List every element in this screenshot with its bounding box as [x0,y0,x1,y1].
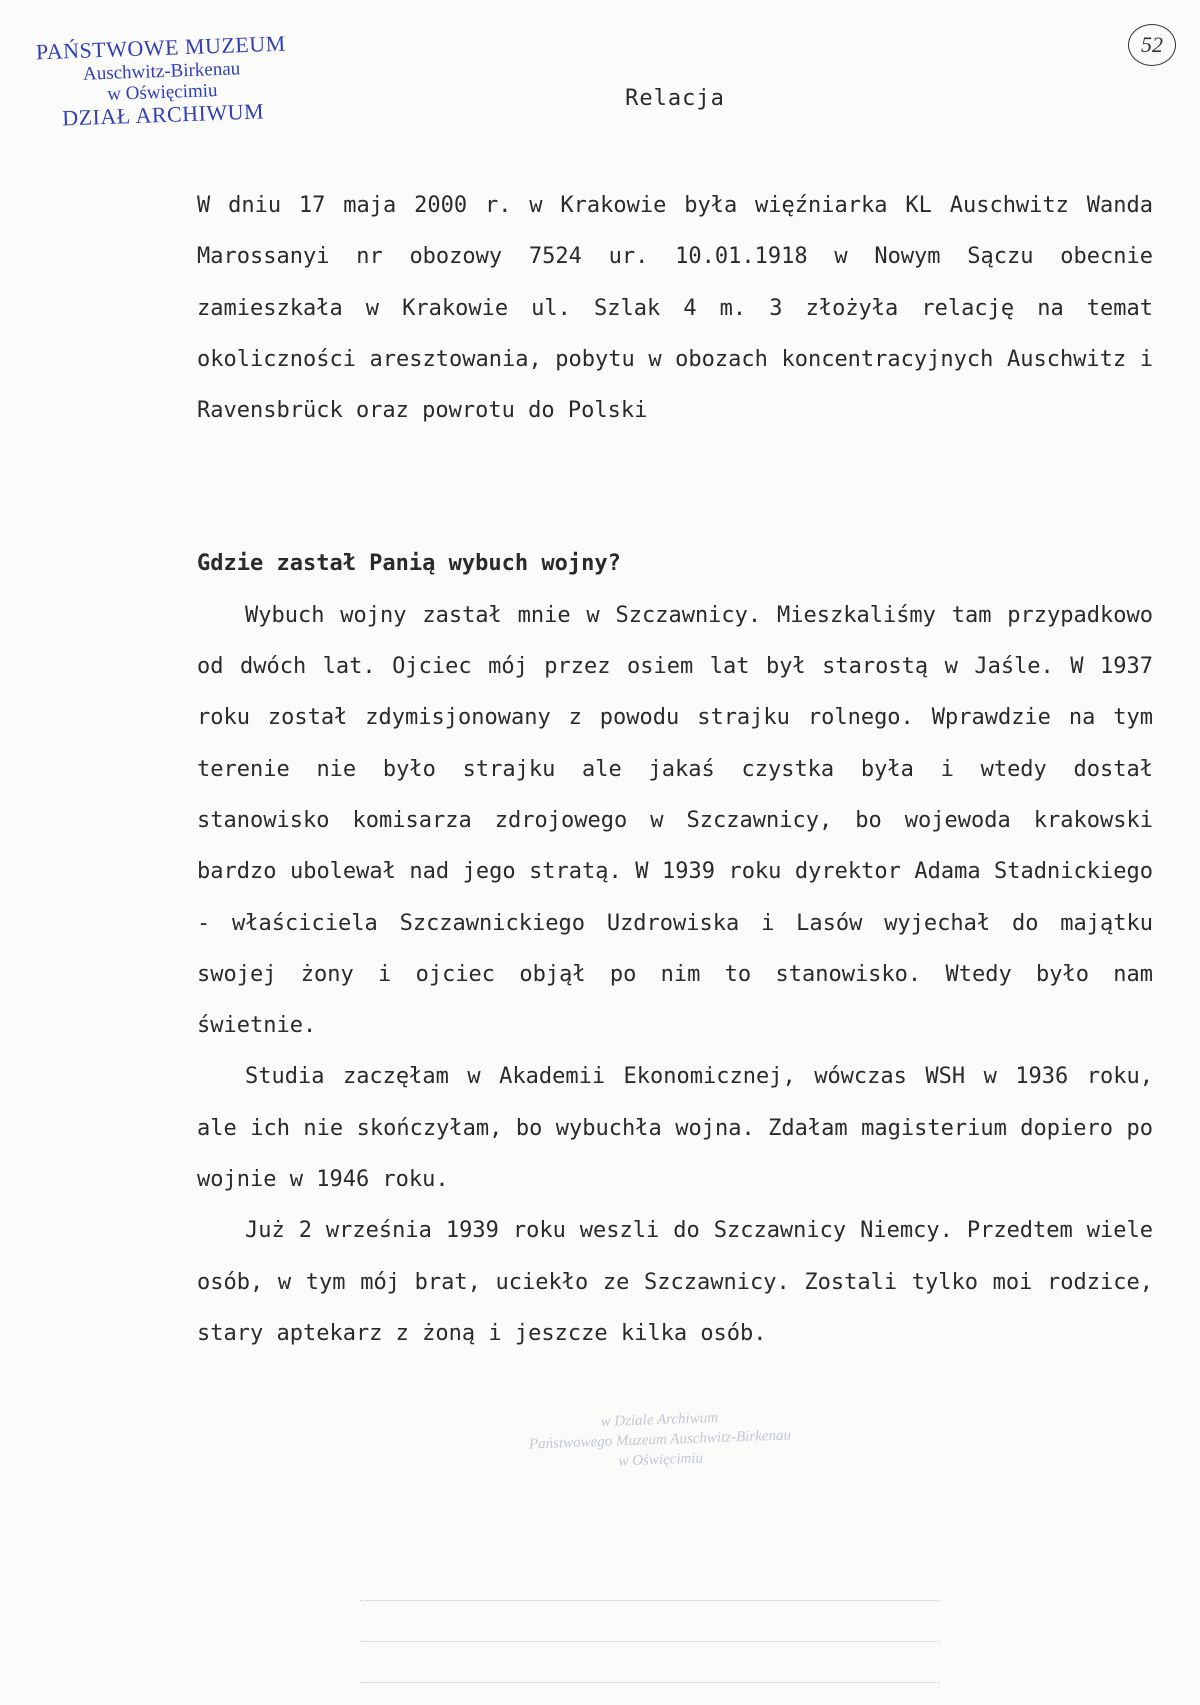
faint-stamp-line-1: w Dziale Archiwum [600,1409,719,1431]
stamp-line-3: w Oświęcimiu [106,79,218,105]
faint-stamp-line-3: w Oświęcimiu [618,1450,704,1470]
stamp-line-1: PAŃSTWOWE MUZEUM [35,30,287,65]
document-title: Relacja [625,86,725,111]
signature-line [360,1642,940,1683]
document-body [197,180,1153,1359]
faint-stamp-line-2: Państwowego Muzeum Auschwitz-Birkenau [528,1427,792,1453]
intro-paragraph: W dniu 17 maja 2000 r. w Krakowie była więźniarka KL Auschwitz Wanda Marossanyi nr obozowy 7524 ur. 10.01.1918 w Nowym Sączu obecnie zamieszkała w Krakowie ul. Szlak 4 m. 3 złożyła relację na temat okoliczności aresztowania, pobytu w obozach koncentracyjnych Auschwitz i Ravensbrück oraz powrotu do Polski [197,193,1153,424]
answer-paragraph-3: Już 2 września 1939 roku weszli do Szczawnicy Niemcy. Przedtem wiele osób, w tym mój brat, uciekło ze Szczawnicy. Zostali tylko moi rodzice, stary aptekarz z żoną i jeszcze kilka osób. [197,1218,1153,1346]
stamp-line-2: Auschwitz-Birkenau [82,57,241,85]
answer-paragraph-2: Studia zaczęłam w Akademii Ekonomicznej, wówczas WSH w 1936 roku, ale ich nie skończyłam, bo wybuchła wojna. Zdałam magisterium dopiero po wojnie w 1946 roku. [197,1064,1153,1193]
signature-line [360,1601,940,1642]
archive-stamp [10,31,313,133]
signature-lines [360,1560,940,1683]
answer-paragraph-1: Wybuch wojny zastał mnie w Szczawnicy. Mieszkaliśmy tam przypadkowo od dwóch lat. Ojciec mój przez osiem lat był starostą w Jaśle. W 1937 roku został zdymisjonowany z powodu strajku rolnego. Wprawdzie na tym terenie nie było strajku ale jakaś czystka była i wtedy dostał stanowisko komisarza zdrojowego w Szczawnicy, bo wojewoda krakowski bardzo ubolewał nad jego stratą. W 1939 roku dyrektor Adama Stadnickiego - właściciela Szczawnickiego Uzdrowiska i Lasów wyjechał do majątku swojej żony i ojciec objął po nim to stanowisko. Wtedy było nam świetnie. [197,602,1153,1039]
signature-line [360,1560,940,1601]
stamp-line-4: DZIAŁ ARCHIWUM [61,98,265,131]
question-heading: Gdzie zastał Panią wybuch wojny? [197,551,621,577]
faint-archive-stamp [389,1401,931,1480]
page-number: 52 [1128,24,1176,66]
